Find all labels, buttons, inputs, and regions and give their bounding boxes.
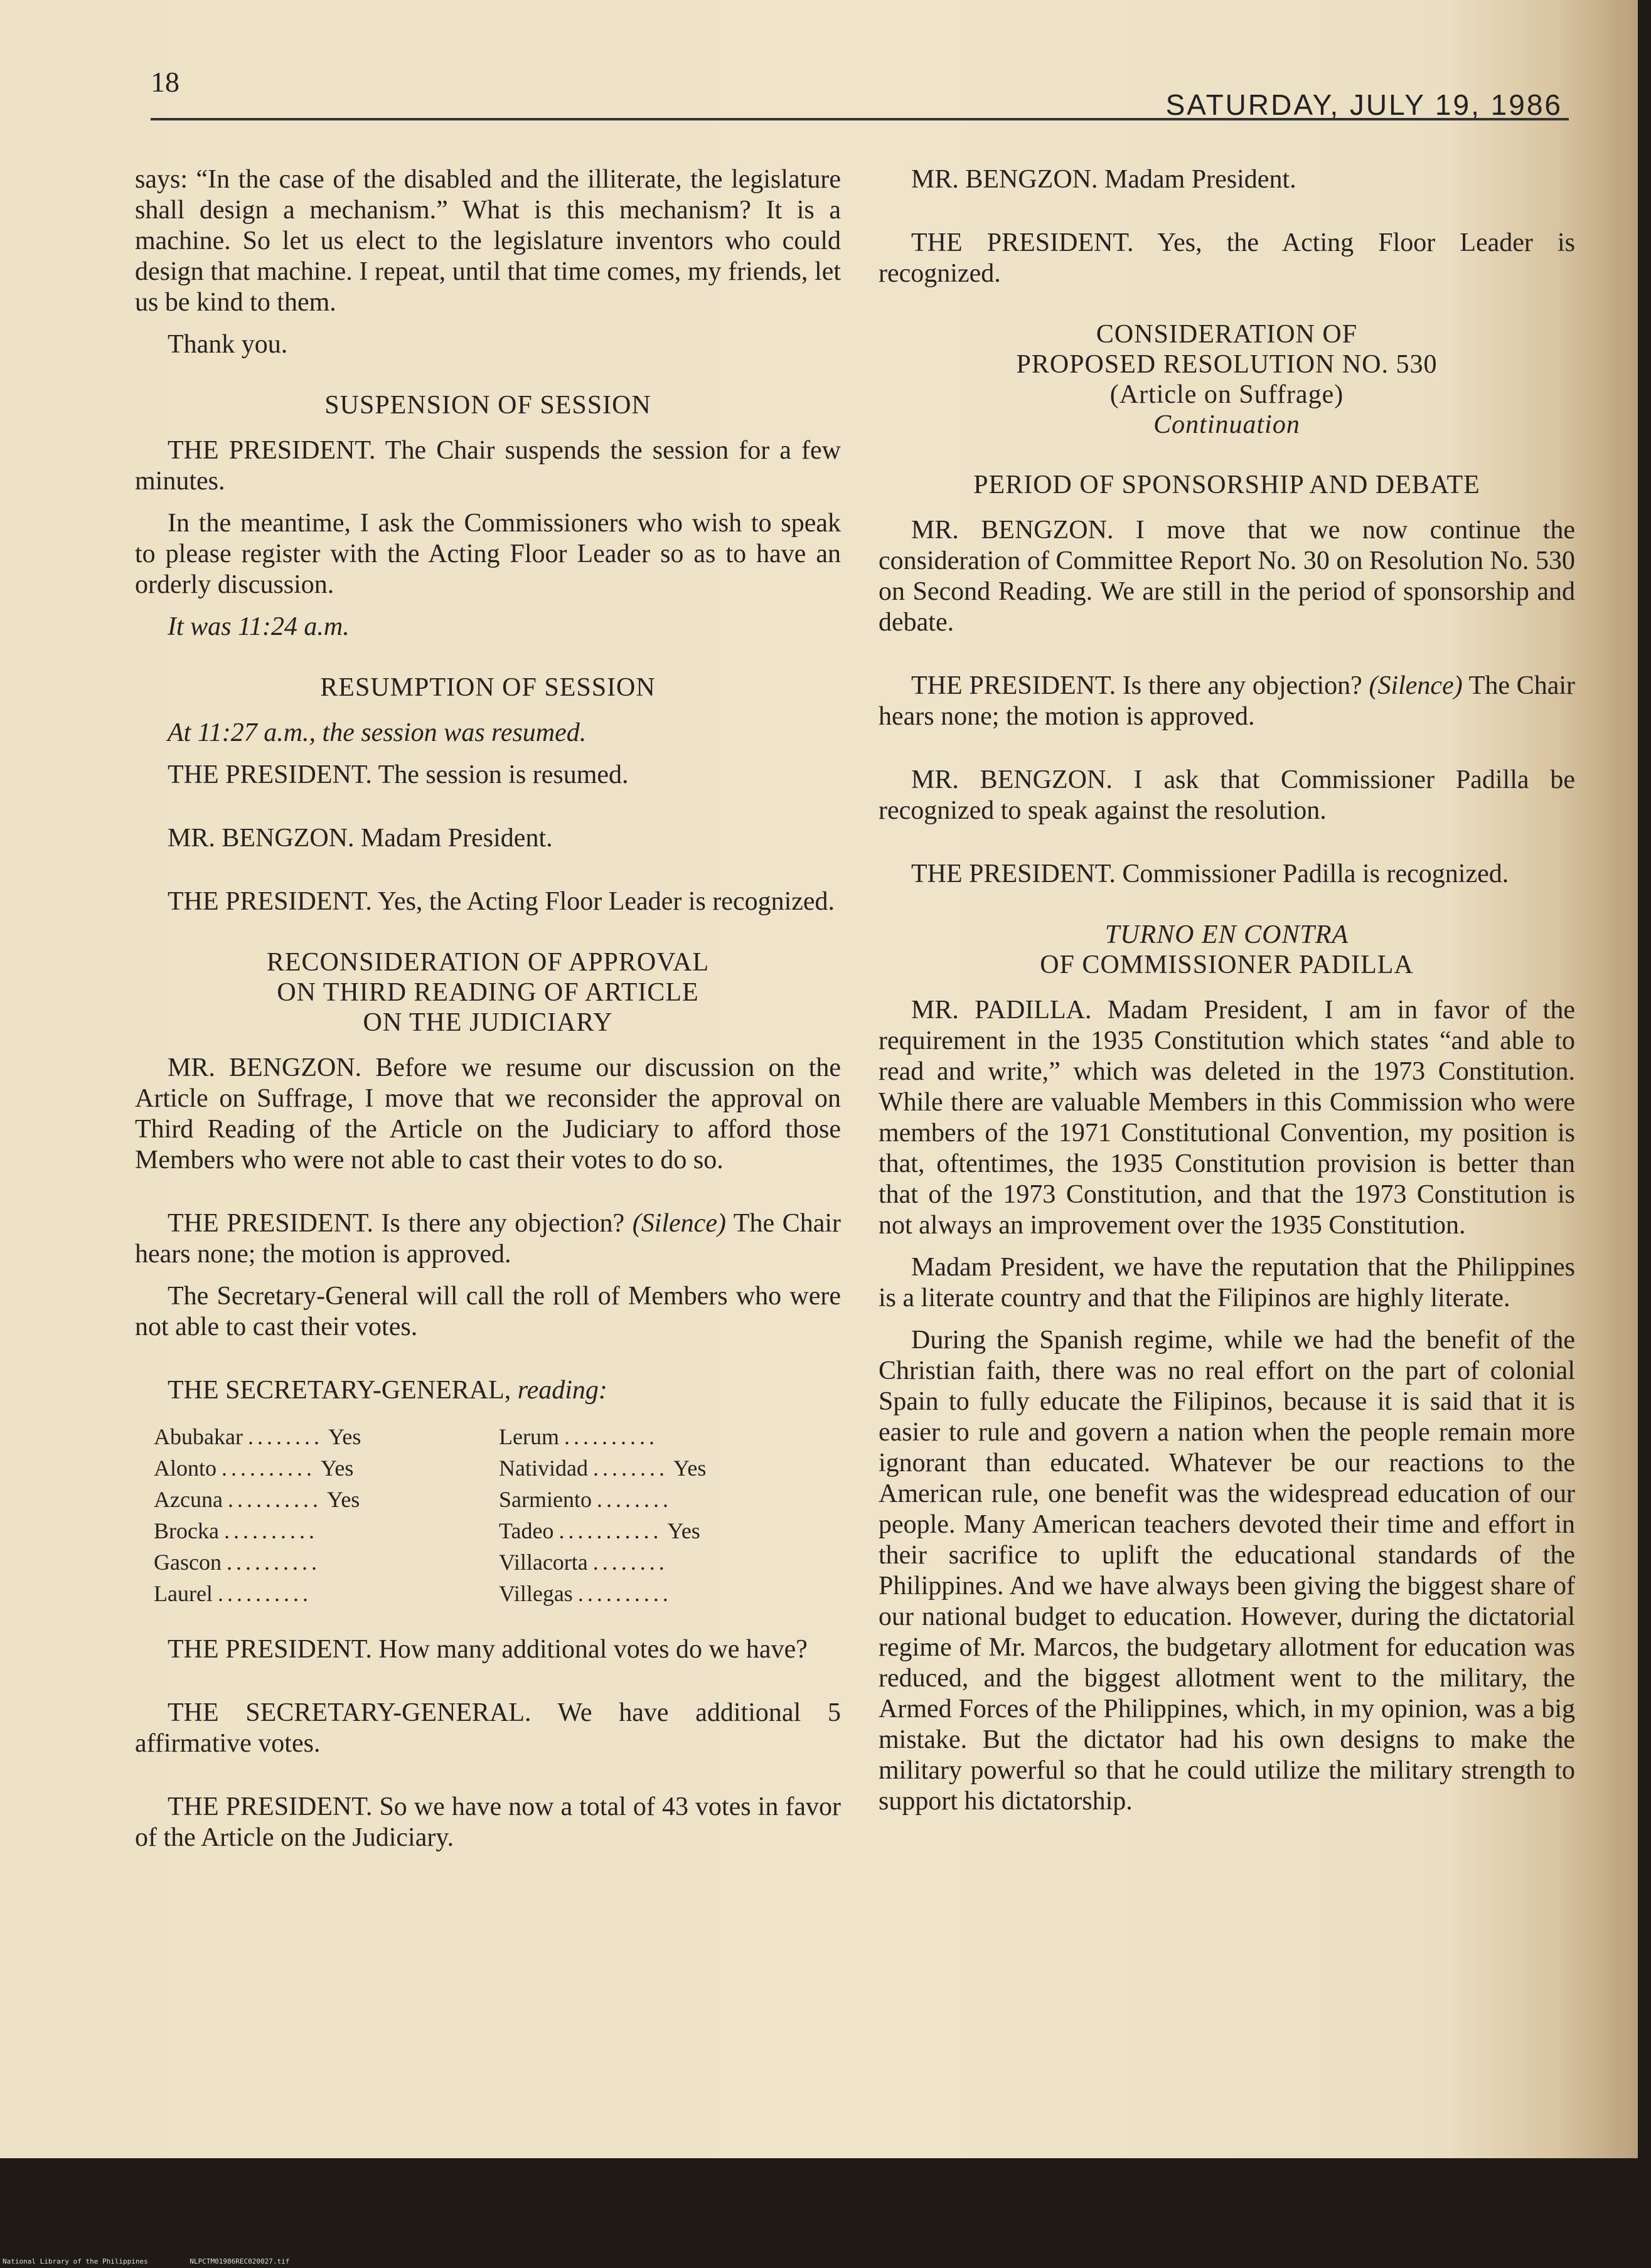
paragraph: THE PRESIDENT. Commissioner Padilla is recognized. — [911, 860, 1509, 888]
roll-call-entry — [154, 1484, 480, 1515]
heading-line: CONSIDERATION OF — [1096, 320, 1358, 349]
leader-dots: ........ — [592, 1456, 668, 1481]
section-heading-consideration — [879, 319, 1575, 440]
heading-line: (Article on Suffrage) — [1109, 380, 1344, 409]
text-span: THE PRESIDENT. Is there any objection? — [168, 1209, 633, 1238]
roll-call-list — [154, 1421, 841, 1609]
heading-line: Continuation — [1153, 410, 1300, 439]
text-span: THE SECRETARY-GENERAL, — [168, 1376, 518, 1405]
paragraph: THE PRESIDENT. How many additional votes do we have? — [168, 1635, 808, 1664]
paragraph: THE PRESIDENT. The Chair suspends the session for a few minutes. — [135, 436, 841, 496]
paragraph: Madam President, we have the reputation that the Philippines is a literate country and that the Filipinos are highly literate. — [879, 1253, 1575, 1312]
roll-call-entry — [499, 1578, 825, 1609]
section-heading-reconsideration — [135, 947, 841, 1038]
heading-line: ON THIRD READING OF ARTICLE — [277, 978, 699, 1007]
page-number: 18 — [151, 66, 179, 98]
paragraph: Thank you. — [168, 330, 288, 359]
member-name: Laurel — [154, 1581, 213, 1606]
paragraph: says: “In the case of the disabled and the illiterate, the legislature shall design a mechanism.” What is this mechanism? It is a machine. So let us elect to the legislature inventors who could design that machine. I repeat, until that time comes, my friends, let us be kind to them. — [135, 165, 841, 317]
text-span: THE PRESIDENT. Is there any objection? — [911, 671, 1369, 700]
leader-dots: .......... — [223, 1518, 318, 1543]
scan-footer — [0, 2255, 881, 2268]
roll-call-entry — [154, 1452, 480, 1484]
section-heading-period: PERIOD OF SPONSORSHIP AND DEBATE — [973, 471, 1480, 499]
leader-dots: .......... — [577, 1581, 672, 1606]
member-vote: Yes — [667, 1518, 700, 1543]
paragraph — [135, 1375, 841, 1406]
header-rule — [151, 118, 1569, 120]
roll-call-entry — [499, 1515, 825, 1547]
member-name: Natividad — [499, 1456, 588, 1481]
heading-line: OF COMMISSIONER PADILLA — [1040, 950, 1414, 979]
section-heading-turno — [879, 920, 1575, 980]
paragraph: MR. BENGZON. Madam President. — [168, 824, 553, 853]
member-name: Gascon — [154, 1550, 222, 1575]
heading-line: ON THE JUDICIARY — [363, 1008, 613, 1037]
paragraph: THE PRESIDENT. The session is resumed. — [168, 760, 629, 789]
roll-call-entry — [499, 1547, 825, 1578]
leader-dots: .......... — [222, 1456, 316, 1481]
leader-dots: ........ — [247, 1424, 323, 1449]
member-name: Villegas — [499, 1581, 573, 1606]
member-vote: Yes — [326, 1487, 360, 1512]
roll-call-entry — [154, 1547, 480, 1578]
roll-call-entry — [154, 1578, 480, 1609]
leader-dots: ........... — [558, 1518, 663, 1543]
time-note: It was 11:24 a.m. — [168, 612, 350, 641]
leader-dots: .......... — [217, 1581, 312, 1606]
paragraph: MR. BENGZON. Madam President. — [911, 165, 1296, 194]
member-name: Alonto — [154, 1456, 217, 1481]
roll-call-entry — [154, 1421, 480, 1452]
paragraph: MR. BENGZON. Before we resume our discussion on the Article on Suffrage, I move that we reconsider the approval on Third Reading of the Article on the Judiciary to afford those Members who were not able to cast their votes to do so. — [135, 1053, 841, 1174]
paragraph: THE PRESIDENT. Yes, the Acting Floor Leader is recognized. — [879, 228, 1575, 288]
left-column — [135, 164, 841, 1865]
leader-dots: ........ — [596, 1487, 672, 1512]
roll-call-entry — [499, 1484, 825, 1515]
member-name: Azcuna — [154, 1487, 223, 1512]
text-span: The Chair hears none; the motion is approved. — [879, 671, 1575, 731]
time-note: At 11:27 a.m., the session was resumed. — [168, 718, 587, 747]
paragraph: MR. PADILLA. Madam President, I am in favor of the requirement in the 1935 Constitution which states “and able to read and write,” which was deleted in the 1973 Constitution. While there are valuable Members in this Commission who were members of the 1971 Constitutional Convention, my position is that, oftentimes, the 1935 Constitution provision is better than that of the 1973 Constitution, and that the 1973 Constitution is not always an improvement over the 1935 Constitution. — [879, 996, 1575, 1240]
leader-dots: ........ — [592, 1550, 668, 1575]
roll-call-entry — [154, 1515, 480, 1547]
footer-file: NLPCTM01986REC020027.tif — [190, 2257, 290, 2265]
heading-line: RECONSIDERATION OF APPROVAL — [266, 948, 710, 977]
roll-call-entry — [499, 1452, 825, 1484]
member-vote: Yes — [328, 1424, 361, 1449]
member-name: Lerum — [499, 1424, 559, 1449]
member-name: Sarmiento — [499, 1487, 592, 1512]
text-span: (Silence) — [1369, 671, 1463, 700]
paragraph: In the meantime, I ask the Commissioners who wish to speak to please register with the Acting Floor Leader so as to have an orderly discussion. — [135, 509, 841, 599]
member-name: Villacorta — [499, 1550, 588, 1575]
text-span: The Chair hears none; the motion is approved. — [135, 1209, 841, 1269]
member-vote: Yes — [321, 1456, 354, 1481]
heading-line: PROPOSED RESOLUTION NO. 530 — [1016, 350, 1438, 379]
paragraph: THE PRESIDENT. So we have now a total of 43 votes in favor of the Article on the Judiciary. — [135, 1792, 841, 1852]
footer-library: National Library of the Philippines — [3, 2257, 148, 2265]
member-name: Abubakar — [154, 1424, 243, 1449]
paragraph: THE PRESIDENT. Yes, the Acting Floor Leader is recognized. — [168, 887, 835, 916]
paragraph — [135, 1208, 841, 1270]
text-span: reading: — [517, 1376, 607, 1405]
paragraph: The Secretary-General will call the roll of Members who were not able to cast their votes. — [135, 1282, 841, 1341]
header-date: SATURDAY, JULY 19, 1986 — [1165, 88, 1563, 121]
roll-call-column-right — [499, 1421, 825, 1609]
paragraph: THE SECRETARY-GENERAL. We have additional 5 affirmative votes. — [135, 1698, 841, 1758]
section-heading-resumption: RESUMPTION OF SESSION — [320, 673, 656, 702]
leader-dots: .......... — [564, 1424, 658, 1449]
roll-call-entry — [499, 1421, 825, 1452]
leader-dots: .......... — [227, 1487, 322, 1512]
leader-dots: .......... — [226, 1550, 321, 1575]
heading-line: TURNO EN CONTRA — [1104, 920, 1349, 949]
right-column — [879, 164, 1575, 1828]
roll-call-column-left — [154, 1421, 480, 1609]
paragraph: During the Spanish regime, while we had the benefit of the Christian faith, there was no real effort on the part of colonial Spain to fully educate the Filipinos, because it is said that it is easier to rule and govern a nation when the people remain more ignorant than educated. Whatever be our reactions to the American rule, one benefit was the widespread education of our people. Many American teachers devoted their time and effort in their sacrifice to uplift the educational standards of the Philippines. And we have always been giving the biggest share of our national budget to education. However, during the dictatorial regime of Mr. Marcos, the budgetary allotment for education was reduced, and the biggest allotment went to the military, the Armed Forces of the Philippines, which, in my opinion, was a big mistake. But the dictator had his own designs to make the military powerful so that he could utilize the military strength to support his dictatorship. — [879, 1326, 1575, 1816]
paragraph: MR. BENGZON. I move that we now continue the consideration of Committee Report No. 30 on Resolution No. 530 on Second Reading. We are still in the period of sponsorship and debate. — [879, 516, 1575, 637]
member-name: Brocka — [154, 1518, 219, 1543]
section-heading-suspension: SUSPENSION OF SESSION — [324, 391, 651, 420]
paragraph: MR. BENGZON. I ask that Commissioner Padilla be recognized to speak against the resolution. — [879, 765, 1575, 825]
member-name: Tadeo — [499, 1518, 554, 1543]
text-span: (Silence) — [632, 1209, 726, 1238]
member-vote: Yes — [673, 1456, 707, 1481]
paragraph — [879, 671, 1575, 732]
